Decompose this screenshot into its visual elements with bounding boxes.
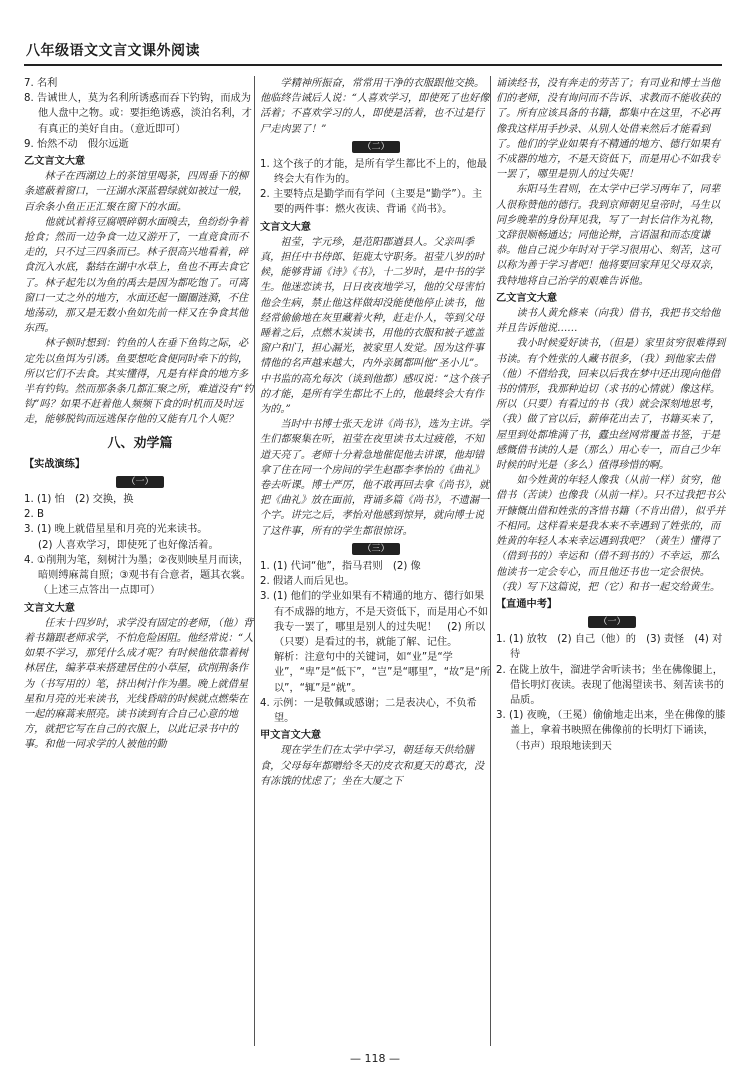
answer-item: 2. B (24, 509, 44, 521)
analysis-note: 解析：注意句中的关键词，如“业”是“学业”，“卑”是“低下”，“岂”是“哪里”，“故”是“所以”，“辄”是“就”。 (274, 652, 491, 694)
answer-item: 4. 示例：一是敬佩或感谢；二是表决心，不负希望。 (260, 697, 477, 724)
translation-paragraph: 现在学生们在太学中学习，朝廷每天供给膳食，父母每年都赠给冬天的皮衣和夏天的葛衣，没有冻饿的忧虑了；坐在大厦之下 (260, 745, 485, 787)
section-heading: 文言文大意 (24, 602, 75, 614)
answer-item: 8. 告诫世人，莫为名利所诱惑而吞下钓钩，而成为他人盘中之物。或：要拒绝诱惑，淡泊名利，才有真正的美好自由。（意近即可） (24, 93, 252, 135)
practice-heading: 【实战演练】 (24, 458, 86, 470)
section-heading: 乙文言文大意 (24, 156, 86, 168)
translation-paragraph: 当时中书博士张天龙讲《尚书》，选为主讲。学生们都聚集在听，祖莹在夜里读书太过疲倦，不知道天亮了。老师十分着急地催促他去讲课，他却错拿了住在同一个房间的学生赵郡李孝怡的《曲礼》卷去听课。博士严厉，他不敢再回去拿《尚书》，就把《曲礼》放在面前，背诵多篇《尚书》，不遗漏一个字。讲完之后，孝怡对他感到惊异，就向博士说了这件事，所有的学生都很惊讶。 (260, 419, 490, 537)
translation-paragraph: 任末十四岁时，求学没有固定的老师，（他）背着书籍跟老师求学，不怕危险困阻。他经常说：“人如果不学习，那凭什么成才呢？有时候他依靠着树林居住，编茅草来搭建居住的小草屋，砍削荆条作为（书写用的）笔，挤出树汁作为墨。晚上就借星星和月亮的光来读书，光线昏暗的时候就点燃柴在一起的麻蒿来照亮。读书读到有合自己心意的地方，就把它写在自己的衣服上，以此记录书中的事。和他一同求学的人被他的勤 (24, 617, 254, 751)
page-header (24, 36, 722, 66)
section-heading: 乙文言文大意 (496, 292, 558, 304)
answer-item: 1. (1) 怕 (2) 交换，换 (24, 494, 134, 506)
section-heading: 文言文大意 (260, 221, 311, 233)
chapter-title: 八、劝学篇 (107, 435, 173, 451)
translation-paragraph: 我小时候爱好读书，（但是）家里贫穷很难得到书读。有个姓张的人藏书很多，（我）到他家去借（他）不借给我，回来以后我在梦中还出现向他借书的情形，我那种迫切（求书的心情就）像这样。所以（只要）有看过的书（我）就会深刻地思考，（我）做了官以后，薪俸花出去了，书籍买来了，屋里到处都堆满了书，蠹虫丝网常覆盖书签，于是感慨借书读的人是（那么）用心专一，而自己少年时候的时光是（多么）值得珍惜的啊。 (496, 338, 726, 472)
translation-paragraph: 祖莹，字元珍，是范阳郡遒县人。父亲叫季真，担任中书侍郎、钜鹿太守职务。祖莹八岁的时候，能够背诵《诗》《书》，十二岁时，是中书的学生。他迷恋读书，日日夜夜地学习，他的父母害怕他会生病，禁止他这样做却没能使他停止读书，他经常偷偷地在灰里藏着火种，赶走仆人，等到父母睡着之后，点燃木炭读书，用他的衣服和被子遮盖窗户和门，担心漏光，被家里人发觉。因为这件事情他的名声越来越大，内外亲属都叫他“圣小儿”。中书监的高允每次（谈到他都）感叹说：“这个孩子的才能，是所有学生都比不上的，他最终会大有作为的。” (260, 236, 490, 416)
section-heading: 甲文言文大意 (260, 730, 322, 742)
column-right (496, 76, 728, 754)
answer-item: 3. (1) 他们的学业如果有不精通的地方、德行如果有不成器的地方，不是天资低下，而是用心不如我专一罢了，哪里是别人的过失呢！ (2) 所以（只要）是看过的书，就能了解、记住。 (260, 591, 488, 648)
translation-paragraph: 林子顿时想到：钓鱼的人在垂下鱼钩之际，必定先以鱼饵为引诱。鱼要想吃食便同时牵下的钩，所以它们不去食。其实懂得，凡是有样食的地方多半有钓钩。然而那条条几都汇聚之所，难道没有“钓钩”吗？如果不赶着他人频频下食的时机而及时远走，能够脱钩而远逃保存他的又能有几个人呢？ (24, 338, 254, 426)
answer-item: 2. 主要特点是勤学而有学问（主要是“勤学”）。主要的两件事：燃火夜读、背诵《尚书》。 (260, 189, 483, 216)
part-badge: （二） (352, 141, 400, 153)
answer-item: 4. ①削荆为笔，刻树汁为墨；②夜则映星月而读，暗则缚麻蒿自照；③观书有合意者，题其衣裳。（上述三点答出一点即可） (24, 554, 251, 597)
answer-item: 2. 在陇上放牛，溜进学舍听读书；坐在佛像腿上，借长明灯夜读。表现了他渴望读书、刻苦读书的品质。 (496, 664, 724, 706)
answer-item: 2. 假诸人而后见也。 (260, 576, 355, 588)
translation-paragraph: 读书人黄允修来（向我）借书，我把书交给他并且告诉他说…… (496, 308, 721, 335)
answer-item: 3. (1) 晚上就借星星和月亮的光来读书。 (24, 524, 208, 536)
translation-paragraph: 东阳马生君则，在太学中已学习两年了，同辈人很称赞他的德行。我到京师朝见皇帝时，马生以同乡晚辈的身份拜见我，写了一封长信作为礼物，文辞很顺畅通达；同他论辩，言语温和而态度谦恭。他自己说少年时对于学习很用心、刻苦，这可以称为善于学习者吧！他将要回家拜见父母双亲，我特地将自己治学的艰难告诉他。 (496, 184, 721, 287)
answer-item: (2) 人喜欢学习，即使死了也好像活着。 (38, 539, 219, 551)
answer-item: 1. (1) 放牧 (2) 自己（他）的 (3) 责怪 (4) 对待 (496, 634, 723, 661)
answer-item: 9. 怡然不动 假尔远逝 (24, 138, 129, 150)
answer-item: 1. (1) 代词“他”，指马君则 (2) 像 (260, 560, 421, 572)
answer-item: 1. 这个孩子的才能，是所有学生都比不上的，他最终会大有作为的。 (260, 158, 487, 186)
answer-item: 7. 名利 (24, 78, 58, 89)
header-title: 八年级语文文言文课外阅读 (26, 43, 200, 59)
translation-paragraph: 诵读经书，没有奔走的劳苦了；有司业和博士当他们的老师，没有询问而不告诉、求教而不能收获的了。所有应该具备的书籍，都集中在这里，不必再像我这样用手抄录、从别人处借来然后才能看到了。他们的学业如果有不精通的地方、德行如果有不成器的地方，不是天资低下，而是用心不如我专一罢了，哪里是别人的过失呢！ (496, 78, 721, 181)
translation-paragraph: 学精神所振奋，常常用干净的衣服跟他交换。他临终告诫后人说：“人喜欢学习，即使死了也好像活着；不喜欢学习的人，即使是活着，也不过是行尸走肉罢了！” (260, 78, 490, 135)
translation-paragraph: 林子在西湖边上的茶馆里喝茶，四周垂下的柳条遮蔽着窗口，一汪湖水深蓝碧绿就如被过一般，百余条小鱼正正汇聚在窗下的水面。 (24, 171, 249, 213)
translation-paragraph: 如今姓黄的年轻人像我（从前一样）贫穷，他借书（苦读）也像我（从前一样）。只不过我把书公开慷慨出借和姓张的吝惜书籍（不肯出借），似乎并不相同。这样看来是我本来不幸遇到了姓张的，而姓黄的年轻人本来幸运遇到我吧？（黄生）懂得了（借到书的）幸运和（借不到书的）不幸运，那么他读书一定会专心，而且他还书也一定会很快。（我）写下这篇说，把（它）和书一起交给黄生。 (496, 475, 726, 593)
page-number: — 118 — (350, 1052, 400, 1065)
column-middle (260, 76, 492, 789)
part-badge: （三） (352, 543, 400, 555)
translation-paragraph: 他就试着将豆腐喂碎朝水面嗅去，鱼纷纷争着抢食；然而一边争食一边又游开了，一直竟食而不走的，只不过三四条而已。林子很高兴地看着，碎食沉入水底，黏结在湖中水草上，鱼也不再去食它了。林子起先以为鱼的禹去是因为都吃饱了。可离窗口一丈之外的地方，水面还起一圈圈涟漪，不住地荡动，那又是无数小鱼如先前一样又在争食其他东西。 (24, 216, 249, 335)
exam-heading: 【直通中考】 (496, 598, 558, 610)
answer-item: 3. (1) 夜晚，（王冕）偷偷地走出来，坐在佛像的膝盖上，拿着书映照在佛像前的长明灯下诵读，（书声）琅琅地读到天 (496, 710, 726, 752)
part-badge: （一） (116, 476, 164, 488)
column-left (24, 76, 256, 753)
part-badge: （一） (588, 616, 636, 628)
